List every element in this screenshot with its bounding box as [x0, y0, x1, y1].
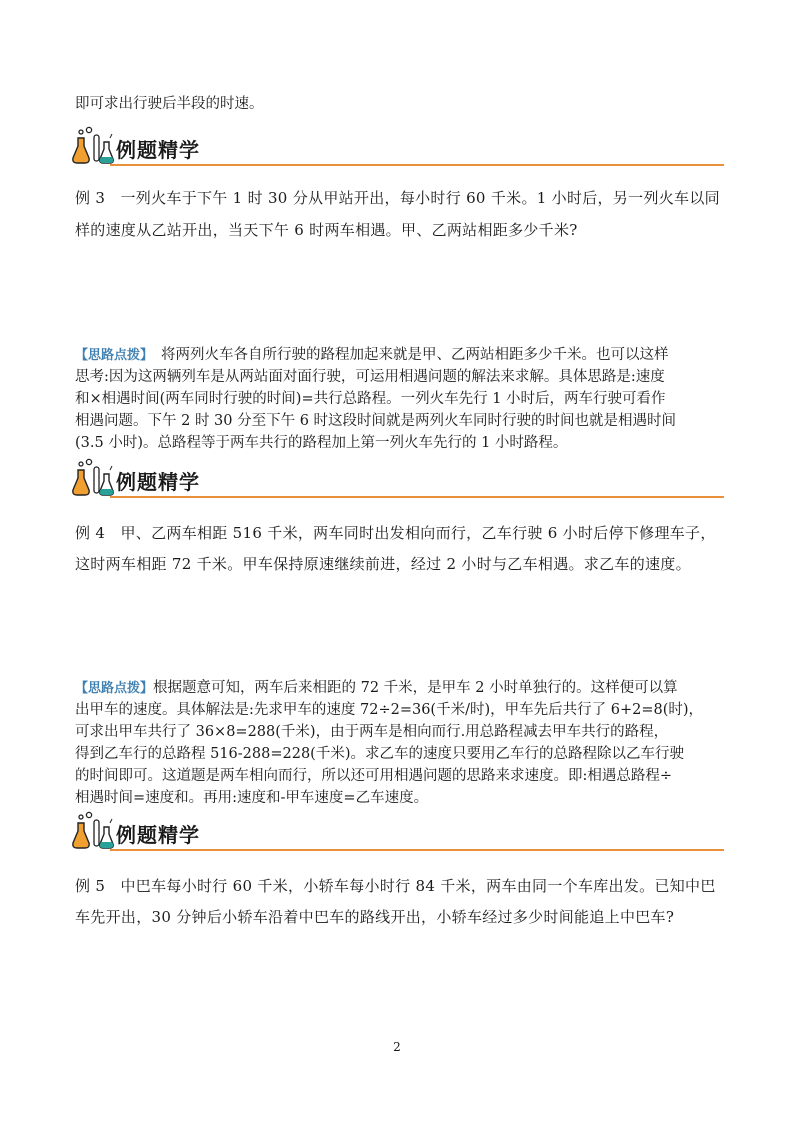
example3-hint-line-5: (3.5 小时)。总路程等于两车共行的路程加上第一列火车先行的 1 小时路程。	[75, 435, 568, 451]
example4-line-2: 这时两车相距 72 千米。甲车保持原速继续前进，经过 2 小时与乙车相遇。求乙车的速度。	[75, 555, 691, 573]
example3-line-1: 例 3 一列火车于下午 1 时 30 分从甲站开出，每小时行 60 千米。1 小时后，另一列火车以同	[75, 189, 720, 207]
example4-line-1: 例 4 甲、乙两车相距 516 千米，两车同时出发相向而行，乙车行驶 6 小时后停下修理车子，	[75, 524, 716, 542]
example4-hint-line-3: 可求出甲车共行了 36×8=288(千米)，由于两车是相向而行.用总路程减去甲车共行的路程，	[75, 724, 669, 740]
example4-hint-line-1	[75, 678, 730, 699]
section-header	[72, 811, 724, 853]
example3-hint-line-2: 思考:因为这两辆列车是从两站面对面行驶，可运用相遇问题的解法来求解。具体思路是:速度	[75, 369, 665, 385]
lab-flask-icon	[72, 458, 116, 500]
intro-text: 即可求出行驶后半段的时速。	[75, 96, 264, 112]
section-rule	[110, 849, 724, 851]
hint-text: 将两列火车各自所行驶的路程加起来就是甲、乙两站相距多少千米。也可以这样	[146, 347, 669, 363]
lab-flask-icon	[72, 811, 116, 853]
page-number: 2	[393, 1040, 401, 1054]
example4-hint-line-2: 出甲车的速度。具体解法是:先求甲车的速度 72÷2=36(千米/时)，甲车先后共行了 6+2=8(时)，	[75, 702, 704, 718]
section-header	[72, 126, 724, 168]
lab-flask-icon	[72, 126, 116, 168]
section-header	[72, 458, 724, 500]
example5-line-1: 例 5 中巴车每小时行 60 千米，小轿车每小时行 84 千米，两车由同一个车库出发。已知中巴	[75, 877, 716, 895]
section-title: 例题精学	[116, 470, 200, 494]
hint-tag: 【思路点拨】	[75, 348, 147, 363]
example3-hint-line-4: 相遇问题。下午 2 时 30 分至下午 6 时这段时间就是两列火车同时行驶的时间也就是相遇时间	[75, 413, 677, 429]
hint-tag: 【思路点拨】	[75, 681, 154, 696]
example4-hint-line-5: 的时间即可。这道题是两车相向而行，所以还可用相遇问题的思路来求速度。即:相遇总路程÷	[75, 768, 673, 784]
example3-hint-line-1	[75, 345, 730, 366]
section-rule	[110, 164, 724, 166]
section-rule	[110, 496, 724, 498]
example4-hint-line-6: 相遇时间=速度和。再用:速度和-甲车速度=乙车速度。	[75, 790, 429, 806]
example4-hint-line-4: 得到乙车行的总路程 516-288=228(千米)。求乙车的速度只要用乙车行的总路程除以乙车行驶	[75, 746, 684, 762]
section-title: 例题精学	[116, 823, 200, 847]
example3-line-2: 样的速度从乙站开出，当天下午 6 时两车相遇。甲、乙两站相距多少千米?	[75, 221, 578, 239]
example3-hint-line-3: 和×相遇时间(两车同时行驶的时间)=共行总路程。一列火车先行 1 小时后，两车行驶可看作	[75, 391, 666, 407]
example5-line-2: 车先开出，30 分钟后小轿车沿着中巴车的路线开出，小轿车经过多少时间能追上中巴车?	[75, 908, 675, 926]
hint-text: 根据题意可知，两车后来相距的 72 千米，是甲车 2 小时单独行的。这样便可以算	[153, 680, 678, 696]
section-title: 例题精学	[116, 138, 200, 162]
